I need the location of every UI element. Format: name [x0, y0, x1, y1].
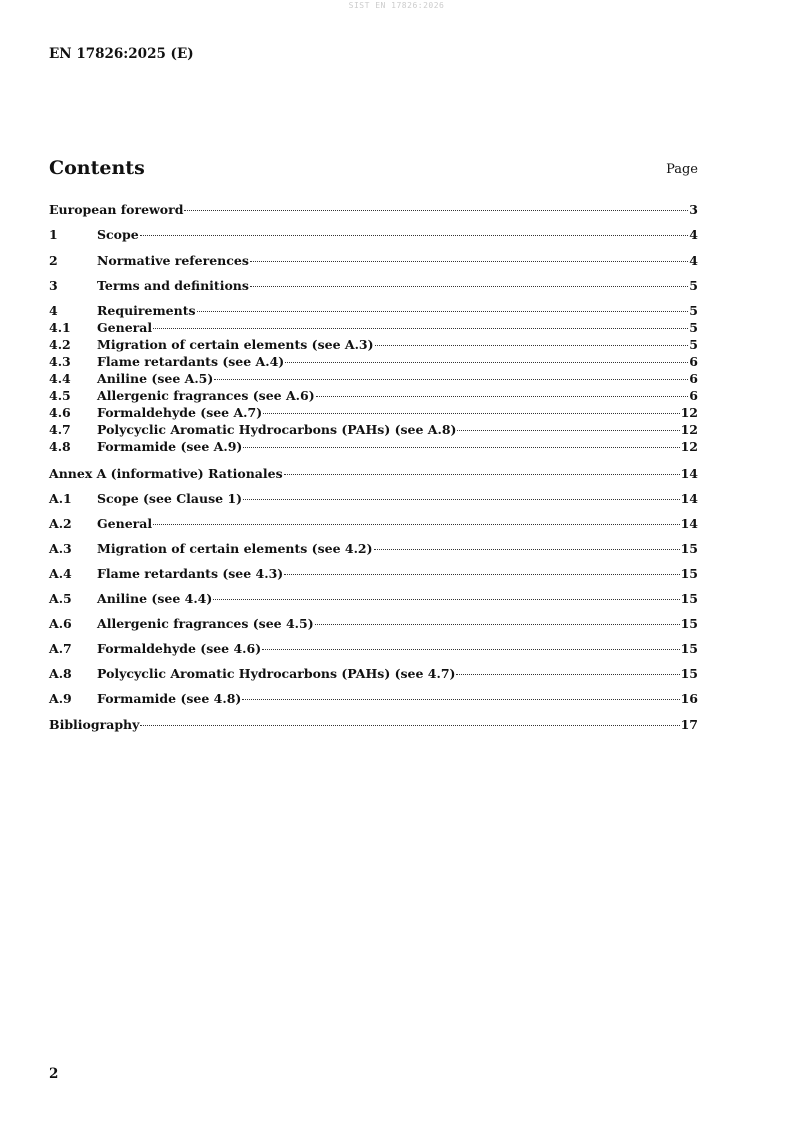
toc-entry-title: Allergenic fragrances (see A.6): [97, 388, 315, 403]
toc-entry-title: Requirements: [97, 303, 196, 318]
toc-entry[interactable]: [49, 716, 698, 733]
toc-entry-title: Flame retardants (see A.4): [97, 354, 285, 369]
toc-entry[interactable]: [49, 438, 698, 455]
toc-dot-leader: [184, 210, 688, 211]
toc-entry-title: Formamide (see 4.8): [97, 691, 242, 706]
toc-entry-page: 3: [689, 202, 698, 217]
toc-entry[interactable]: [49, 465, 698, 482]
toc-dot-leader: [243, 499, 680, 500]
toc-entry[interactable]: [49, 565, 698, 582]
toc-dot-leader: [284, 474, 680, 475]
toc-entry-number: A.4: [49, 566, 72, 581]
toc-entry-title: Terms and definitions: [97, 278, 249, 293]
toc-entry-page: 6: [689, 354, 698, 369]
toc-entry[interactable]: [49, 665, 698, 682]
toc-entry-number: 4.1: [49, 320, 71, 335]
toc-entry[interactable]: [49, 640, 698, 657]
toc-entry-number: A.2: [49, 516, 72, 531]
toc-entry-page: 6: [689, 388, 698, 403]
toc-dot-leader: [242, 699, 679, 700]
toc-entry-title: European foreword: [49, 202, 184, 217]
toc-entry-number: 4.2: [49, 337, 71, 352]
toc-dot-leader: [262, 649, 679, 650]
toc-dot-leader: [263, 413, 679, 414]
toc-entry-page: 5: [689, 278, 698, 293]
toc-entry-number: A.5: [49, 591, 72, 606]
toc-entry-page: 17: [680, 717, 698, 732]
toc-dot-leader: [374, 549, 680, 550]
toc-entry-title: Formaldehyde (see 4.6): [97, 641, 262, 656]
toc-entry-page: 14: [680, 516, 698, 531]
toc-entry-title: Migration of certain elements (see A.3): [97, 337, 374, 352]
toc-entry[interactable]: [49, 353, 698, 370]
toc-entry-number: A.6: [49, 616, 72, 631]
toc-entry-title: Flame retardants (see 4.3): [97, 566, 284, 581]
toc-entry-number: A.7: [49, 641, 72, 656]
toc-dot-leader: [140, 235, 689, 236]
toc-entry-number: 4.8: [49, 439, 71, 454]
toc-entry-title: Aniline (see 4.4): [97, 591, 213, 606]
toc-dot-leader: [456, 674, 679, 675]
toc-entry-page: 15: [680, 541, 698, 556]
toc-entry-page: 12: [680, 405, 698, 420]
toc-dot-leader: [250, 261, 688, 262]
toc-entry-page: 14: [680, 491, 698, 506]
toc-dot-leader: [213, 599, 679, 600]
toc-entry-number: A.3: [49, 541, 72, 556]
toc-entry-page: 15: [680, 641, 698, 656]
toc-entry-page: 5: [689, 303, 698, 318]
toc-entry-title: Aniline (see A.5): [97, 371, 214, 386]
toc-dot-leader: [284, 574, 679, 575]
toc-dot-leader: [316, 396, 689, 397]
toc-entry-number: A.8: [49, 666, 72, 681]
toc-entry-page: 15: [680, 591, 698, 606]
contents-heading: Contents: [49, 157, 145, 179]
toc-entry-page: 15: [680, 616, 698, 631]
toc-entry-title: Annex A (informative) Rationales: [49, 466, 283, 481]
toc-entry[interactable]: [49, 319, 698, 336]
toc-entry[interactable]: [49, 404, 698, 421]
toc-entry-number: 1: [49, 227, 58, 242]
document-id-header: EN 17826:2025 (E): [49, 46, 194, 62]
toc-entry-number: A.9: [49, 691, 72, 706]
toc-entry-page: 15: [680, 566, 698, 581]
toc-dot-leader: [457, 430, 679, 431]
toc-entry[interactable]: [49, 201, 698, 218]
toc-entry-page: 12: [680, 439, 698, 454]
toc-entry-title: Formaldehyde (see A.7): [97, 405, 263, 420]
toc-entry-number: 4.7: [49, 422, 71, 437]
toc-entry[interactable]: [49, 590, 698, 607]
toc-entry[interactable]: [49, 540, 698, 557]
toc-entry[interactable]: [49, 515, 698, 532]
watermark: SIST EN 17826:2026: [348, 1, 445, 10]
toc-entry-title: Scope (see Clause 1): [97, 491, 243, 506]
toc-entry-page: 16: [680, 691, 698, 706]
toc-entry[interactable]: [49, 690, 698, 707]
toc-entry-title: General: [97, 516, 153, 531]
toc-entry-page: 5: [689, 337, 698, 352]
toc-entry-number: 4.6: [49, 405, 71, 420]
toc-entry[interactable]: [49, 226, 698, 243]
toc-entry-page: 6: [689, 371, 698, 386]
toc-dot-leader: [285, 362, 688, 363]
toc-entry[interactable]: [49, 490, 698, 507]
toc-entry-title: General: [97, 320, 153, 335]
toc-entry-title: Normative references: [97, 253, 249, 268]
page-column-label: Page: [666, 162, 698, 177]
toc-entry-page: 15: [680, 666, 698, 681]
toc-dot-leader: [153, 328, 688, 329]
toc-entry-number: 4: [49, 303, 58, 318]
toc-entry[interactable]: [49, 615, 698, 632]
toc-entry-page: 12: [680, 422, 698, 437]
toc-entry-number: 2: [49, 253, 58, 268]
toc-entry-title: Polycyclic Aromatic Hydrocarbons (PAHs) (see A.8): [97, 422, 457, 437]
toc-entry-page: 14: [680, 466, 698, 481]
toc-entry-number: 3: [49, 278, 58, 293]
toc-dot-leader: [375, 345, 689, 346]
toc-dot-leader: [153, 524, 679, 525]
toc-dot-leader: [250, 286, 688, 287]
toc-entry-title: Scope: [97, 227, 139, 242]
toc-dot-leader: [315, 624, 680, 625]
toc-entry-title: Formamide (see A.9): [97, 439, 243, 454]
toc-dot-leader: [140, 725, 679, 726]
toc-entry-title: Allergenic fragrances (see 4.5): [97, 616, 314, 631]
toc-entry-number: 4.4: [49, 371, 71, 386]
toc-entry-title: Migration of certain elements (see 4.2): [97, 541, 373, 556]
toc-dot-leader: [243, 447, 679, 448]
toc-entry-title: Polycyclic Aromatic Hydrocarbons (PAHs) (see 4.7): [97, 666, 456, 681]
toc-entry[interactable]: [49, 370, 698, 387]
toc-entry[interactable]: [49, 252, 698, 269]
toc-entry-number: 4.5: [49, 388, 71, 403]
toc-dot-leader: [197, 311, 689, 312]
toc-entry-page: 4: [689, 253, 698, 268]
toc-entry[interactable]: [49, 421, 698, 438]
toc-entry-page: 4: [689, 227, 698, 242]
toc-entry-number: 4.3: [49, 354, 71, 369]
toc-entry-title: Bibliography: [49, 717, 140, 732]
toc-dot-leader: [214, 379, 688, 380]
toc-entry-number: A.1: [49, 491, 72, 506]
toc-entry[interactable]: [49, 387, 698, 404]
toc-entry[interactable]: [49, 302, 698, 319]
toc-entry[interactable]: [49, 277, 698, 294]
toc-entry-page: 5: [689, 320, 698, 335]
toc-entry[interactable]: [49, 336, 698, 353]
footer-page-number: 2: [49, 1066, 59, 1082]
